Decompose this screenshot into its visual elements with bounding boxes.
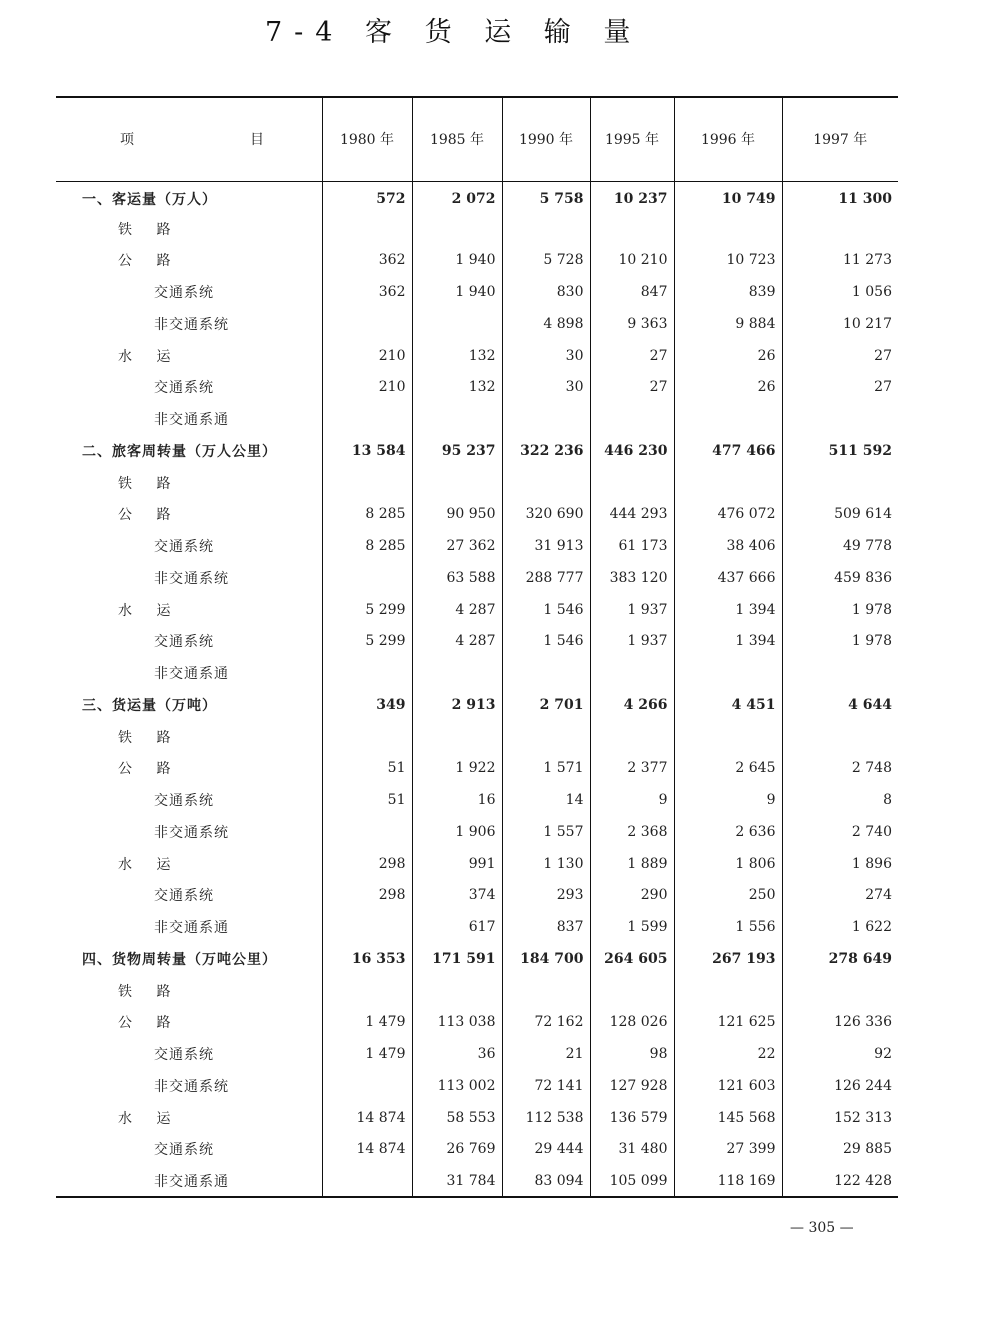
table-row (56, 499, 898, 531)
table-cell: 38 406 (674, 530, 782, 562)
row-label: 非交通系通 (154, 412, 229, 429)
table-cell: 132 (412, 340, 502, 372)
table-cell (322, 562, 412, 594)
table-cell: 847 (590, 276, 674, 308)
row-label: 非交通系统 (154, 824, 229, 841)
table-cell: 1 940 (412, 276, 502, 308)
table-cell: 288 777 (502, 562, 590, 594)
table-cell (412, 657, 502, 689)
table-header-row (56, 97, 898, 181)
table-row (56, 181, 898, 213)
table-cell: 1 557 (502, 816, 590, 848)
row-label: 水 运 (118, 348, 181, 365)
table-cell (782, 213, 898, 245)
table-cell: 31 784 (412, 1165, 502, 1197)
table-cell: 1 546 (502, 594, 590, 626)
table-cell (502, 721, 590, 753)
row-label: 铁 路 (118, 475, 181, 492)
table-cell: 36 (412, 1038, 502, 1070)
table-cell: 4 644 (782, 689, 898, 721)
table-cell: 29 444 (502, 1134, 590, 1166)
table-cell: 27 399 (674, 1134, 782, 1166)
table-row (56, 911, 898, 943)
table-cell: 27 (782, 340, 898, 372)
table-cell: 112 538 (502, 1102, 590, 1134)
table-cell: 132 (412, 372, 502, 404)
table-cell: 27 (590, 340, 674, 372)
row-label: 一、客运量（万人） (82, 192, 217, 209)
row-label: 非交通系通 (56, 1165, 322, 1197)
table-cell: 446 230 (590, 435, 674, 467)
table-cell (322, 816, 412, 848)
table-cell: 1 394 (674, 594, 782, 626)
table-cell: 90 950 (412, 499, 502, 531)
table-cell: 2 645 (674, 753, 782, 785)
table-body (56, 181, 898, 1197)
table-cell: 1 806 (674, 848, 782, 880)
page-title: 7-4 客 货 运 输 量 (265, 17, 643, 48)
table-cell (322, 403, 412, 435)
row-label: 公 路 (118, 507, 181, 524)
table-cell: 51 (322, 753, 412, 785)
table-cell: 264 605 (590, 943, 674, 975)
table-row (56, 657, 898, 689)
table-cell: 250 (674, 880, 782, 912)
table-cell: 152 313 (782, 1102, 898, 1134)
table-row (56, 880, 898, 912)
row-label: 铁 路 (118, 221, 181, 238)
table-cell (590, 213, 674, 245)
table-cell: 1 394 (674, 626, 782, 658)
table-cell: 617 (412, 911, 502, 943)
table-row (56, 276, 898, 308)
table-cell: 298 (322, 848, 412, 880)
row-label: 交通系统 (154, 285, 214, 302)
table-cell: 105 099 (590, 1165, 674, 1197)
table-cell: 1 940 (412, 245, 502, 277)
table-cell: 72 141 (502, 1070, 590, 1102)
table-cell: 30 (502, 372, 590, 404)
table-cell: 298 (322, 880, 412, 912)
table-cell: 83 094 (502, 1165, 590, 1197)
table-cell: 128 026 (590, 1007, 674, 1039)
table-row (56, 530, 898, 562)
table-cell (590, 975, 674, 1007)
table-cell: 1 479 (322, 1007, 412, 1039)
table-cell: 210 (322, 372, 412, 404)
table-cell (502, 403, 590, 435)
table-cell: 27 (782, 372, 898, 404)
row-label: 公 路 (118, 253, 181, 270)
table-cell: 26 769 (412, 1134, 502, 1166)
table-cell (322, 308, 412, 340)
table-cell: 2 377 (590, 753, 674, 785)
table-cell: 1 978 (782, 594, 898, 626)
table-cell: 837 (502, 911, 590, 943)
row-label: 交通系统 (154, 1142, 214, 1159)
row-label: 四、货物周转量（万吨公里） (82, 951, 277, 968)
table-cell: 991 (412, 848, 502, 880)
table-cell (412, 308, 502, 340)
table-cell: 4 287 (412, 594, 502, 626)
table-cell: 1 937 (590, 594, 674, 626)
table-cell (782, 721, 898, 753)
table-row (56, 403, 898, 435)
header-year-1985: 1985 年 (412, 97, 502, 181)
table-cell (412, 213, 502, 245)
table-row (56, 1165, 898, 1197)
table-cell (674, 721, 782, 753)
table-cell (674, 467, 782, 499)
table-cell (322, 1070, 412, 1102)
table-cell: 1 130 (502, 848, 590, 880)
table-cell: 1 922 (412, 753, 502, 785)
row-label: 铁 路 (118, 729, 181, 746)
table-row (56, 1070, 898, 1102)
table-cell: 1 556 (674, 911, 782, 943)
table-cell (674, 213, 782, 245)
table-cell: 30 (502, 340, 590, 372)
table-cell: 1 937 (590, 626, 674, 658)
table-cell: 27 (590, 372, 674, 404)
table-cell: 58 553 (412, 1102, 502, 1134)
table-cell: 126 244 (782, 1070, 898, 1102)
header-year-1980: 1980 年 (322, 97, 412, 181)
row-label: 公 路 (118, 761, 181, 778)
table-cell: 14 (502, 784, 590, 816)
row-label: 公 路 (118, 1015, 181, 1032)
table-cell: 5 299 (322, 626, 412, 658)
table-cell: 8 (782, 784, 898, 816)
table-cell: 1 571 (502, 753, 590, 785)
table-row (56, 626, 898, 658)
table-cell (322, 467, 412, 499)
table-cell: 11 273 (782, 245, 898, 277)
table-cell: 1 056 (782, 276, 898, 308)
table-cell: 9 884 (674, 308, 782, 340)
table-cell: 21 (502, 1038, 590, 1070)
table-cell: 63 588 (412, 562, 502, 594)
table-cell (412, 467, 502, 499)
table-cell: 26 (674, 340, 782, 372)
table-row (56, 372, 898, 404)
page-number: — 305 — (790, 1220, 854, 1236)
table-cell: 278 649 (782, 943, 898, 975)
table-cell: 122 428 (782, 1165, 898, 1197)
table-cell: 4 287 (412, 626, 502, 658)
table-cell: 349 (322, 689, 412, 721)
table-cell: 2 740 (782, 816, 898, 848)
header-item (56, 97, 322, 181)
row-label: 水 运 (118, 1110, 181, 1127)
table-cell (782, 657, 898, 689)
table-cell: 9 (590, 784, 674, 816)
row-label: 交通系统 (154, 380, 214, 397)
table-cell: 16 353 (322, 943, 412, 975)
table-cell: 459 836 (782, 562, 898, 594)
table-row (56, 594, 898, 626)
table-cell: 2 072 (412, 181, 502, 213)
table-cell: 4 451 (674, 689, 782, 721)
table-cell (322, 911, 412, 943)
table-cell: 572 (322, 181, 412, 213)
table-cell: 10 749 (674, 181, 782, 213)
table-cell: 362 (322, 245, 412, 277)
table-cell: 184 700 (502, 943, 590, 975)
table-cell: 274 (782, 880, 898, 912)
table-row (56, 721, 898, 753)
row-label: 水 运 (118, 856, 181, 873)
table-cell: 5 299 (322, 594, 412, 626)
table-row (56, 340, 898, 372)
table-cell: 26 (674, 372, 782, 404)
table-cell: 8 285 (322, 499, 412, 531)
table-row (56, 308, 898, 340)
table-cell: 10 217 (782, 308, 898, 340)
table-cell: 10 723 (674, 245, 782, 277)
row-label: 交通系统 (154, 888, 214, 905)
table-cell: 290 (590, 880, 674, 912)
table-cell (674, 403, 782, 435)
table-cell: 98 (590, 1038, 674, 1070)
table-cell (590, 721, 674, 753)
table-cell (502, 975, 590, 1007)
transport-volume-table-container (56, 96, 898, 1198)
table-cell: 1 546 (502, 626, 590, 658)
header-year-1990: 1990 年 (502, 97, 590, 181)
table-cell: 1 889 (590, 848, 674, 880)
table-row (56, 1134, 898, 1166)
table-cell (590, 657, 674, 689)
table-cell: 830 (502, 276, 590, 308)
table-cell: 145 568 (674, 1102, 782, 1134)
table-cell: 118 169 (674, 1165, 782, 1197)
table-cell: 31 480 (590, 1134, 674, 1166)
table-row (56, 1102, 898, 1134)
table-cell: 22 (674, 1038, 782, 1070)
table-cell: 322 236 (502, 435, 590, 467)
table-cell: 126 336 (782, 1007, 898, 1039)
table-cell: 2 368 (590, 816, 674, 848)
table-cell: 16 (412, 784, 502, 816)
row-label: 交通系统 (154, 793, 214, 810)
header-year-1997: 1997 年 (782, 97, 898, 181)
table-cell: 92 (782, 1038, 898, 1070)
table-cell: 31 913 (502, 530, 590, 562)
table-cell: 171 591 (412, 943, 502, 975)
table-cell: 1 622 (782, 911, 898, 943)
table-cell: 95 237 (412, 435, 502, 467)
table-cell: 476 072 (674, 499, 782, 531)
table-cell (322, 1165, 412, 1197)
table-row (56, 975, 898, 1007)
header-year-1996: 1996 年 (674, 97, 782, 181)
table-cell: 320 690 (502, 499, 590, 531)
table-cell: 14 874 (322, 1102, 412, 1134)
table-cell (782, 467, 898, 499)
table-row (56, 753, 898, 785)
table-cell (322, 721, 412, 753)
table-row (56, 816, 898, 848)
row-label: 非交通系通 (154, 666, 229, 683)
table-row (56, 1038, 898, 1070)
table-row (56, 562, 898, 594)
row-label: 非交通系统 (154, 570, 229, 587)
table-cell (590, 467, 674, 499)
table-cell (502, 213, 590, 245)
table-cell: 1 978 (782, 626, 898, 658)
table-cell: 839 (674, 276, 782, 308)
table-cell (412, 403, 502, 435)
table-cell: 5 758 (502, 181, 590, 213)
table-cell: 374 (412, 880, 502, 912)
row-label: 交通系统 (154, 539, 214, 556)
table-cell: 1 479 (322, 1038, 412, 1070)
table-cell: 293 (502, 880, 590, 912)
row-label: 非交通系统 (154, 1078, 229, 1095)
table-cell: 1 896 (782, 848, 898, 880)
table-cell: 61 173 (590, 530, 674, 562)
table-row (56, 245, 898, 277)
table-row (56, 435, 898, 467)
table-cell: 127 928 (590, 1070, 674, 1102)
header-item-char-1: 项 (120, 132, 134, 149)
table-cell (674, 975, 782, 1007)
table-row (56, 848, 898, 880)
row-label: 二、旅客周转量（万人公里） (82, 443, 277, 460)
table-cell: 5 728 (502, 245, 590, 277)
row-label: 非交通系统 (154, 316, 229, 333)
table-cell: 1 599 (590, 911, 674, 943)
table-cell: 383 120 (590, 562, 674, 594)
table-cell: 113 002 (412, 1070, 502, 1102)
table-cell: 2 748 (782, 753, 898, 785)
table-row (56, 213, 898, 245)
table-cell: 51 (322, 784, 412, 816)
row-label: 水 运 (118, 602, 181, 619)
table-cell: 72 162 (502, 1007, 590, 1039)
table-cell: 2 701 (502, 689, 590, 721)
header-item-char-2: 目 (250, 132, 264, 149)
table-cell: 511 592 (782, 435, 898, 467)
row-label: 铁 路 (118, 983, 181, 1000)
table-cell: 2 636 (674, 816, 782, 848)
table-cell: 27 362 (412, 530, 502, 562)
table-cell: 444 293 (590, 499, 674, 531)
table-cell: 14 874 (322, 1134, 412, 1166)
table-cell (782, 975, 898, 1007)
transport-volume-table (56, 96, 898, 1198)
table-cell: 113 038 (412, 1007, 502, 1039)
table-row (56, 689, 898, 721)
header-year-1995: 1995 年 (590, 97, 674, 181)
table-cell (782, 403, 898, 435)
table-cell: 437 666 (674, 562, 782, 594)
table-row (56, 467, 898, 499)
table-cell: 210 (322, 340, 412, 372)
table-cell: 1 906 (412, 816, 502, 848)
table-cell: 29 885 (782, 1134, 898, 1166)
table-cell: 509 614 (782, 499, 898, 531)
table-cell (322, 657, 412, 689)
row-label: 交通系统 (154, 1047, 214, 1064)
table-row (56, 784, 898, 816)
table-cell: 10 210 (590, 245, 674, 277)
table-cell: 9 363 (590, 308, 674, 340)
table-cell: 11 300 (782, 181, 898, 213)
table-row (56, 1007, 898, 1039)
table-row (56, 943, 898, 975)
table-cell: 362 (322, 276, 412, 308)
table-cell (412, 975, 502, 1007)
row-label: 交通系统 (154, 634, 214, 651)
table-cell (322, 213, 412, 245)
table-cell: 9 (674, 784, 782, 816)
table-cell: 267 193 (674, 943, 782, 975)
table-cell: 49 778 (782, 530, 898, 562)
table-cell (674, 657, 782, 689)
table-cell: 121 625 (674, 1007, 782, 1039)
table-cell: 10 237 (590, 181, 674, 213)
table-cell: 121 603 (674, 1070, 782, 1102)
table-cell: 136 579 (590, 1102, 674, 1134)
table-cell: 4 266 (590, 689, 674, 721)
table-cell (502, 657, 590, 689)
table-cell (412, 721, 502, 753)
table-cell: 4 898 (502, 308, 590, 340)
table-cell: 2 913 (412, 689, 502, 721)
table-cell: 13 584 (322, 435, 412, 467)
row-label: 非交通系通 (154, 920, 229, 937)
table-cell: 477 466 (674, 435, 782, 467)
row-label: 三、货运量（万吨） (82, 697, 217, 714)
table-cell (590, 403, 674, 435)
table-cell (502, 467, 590, 499)
table-cell: 8 285 (322, 530, 412, 562)
table-cell (322, 975, 412, 1007)
